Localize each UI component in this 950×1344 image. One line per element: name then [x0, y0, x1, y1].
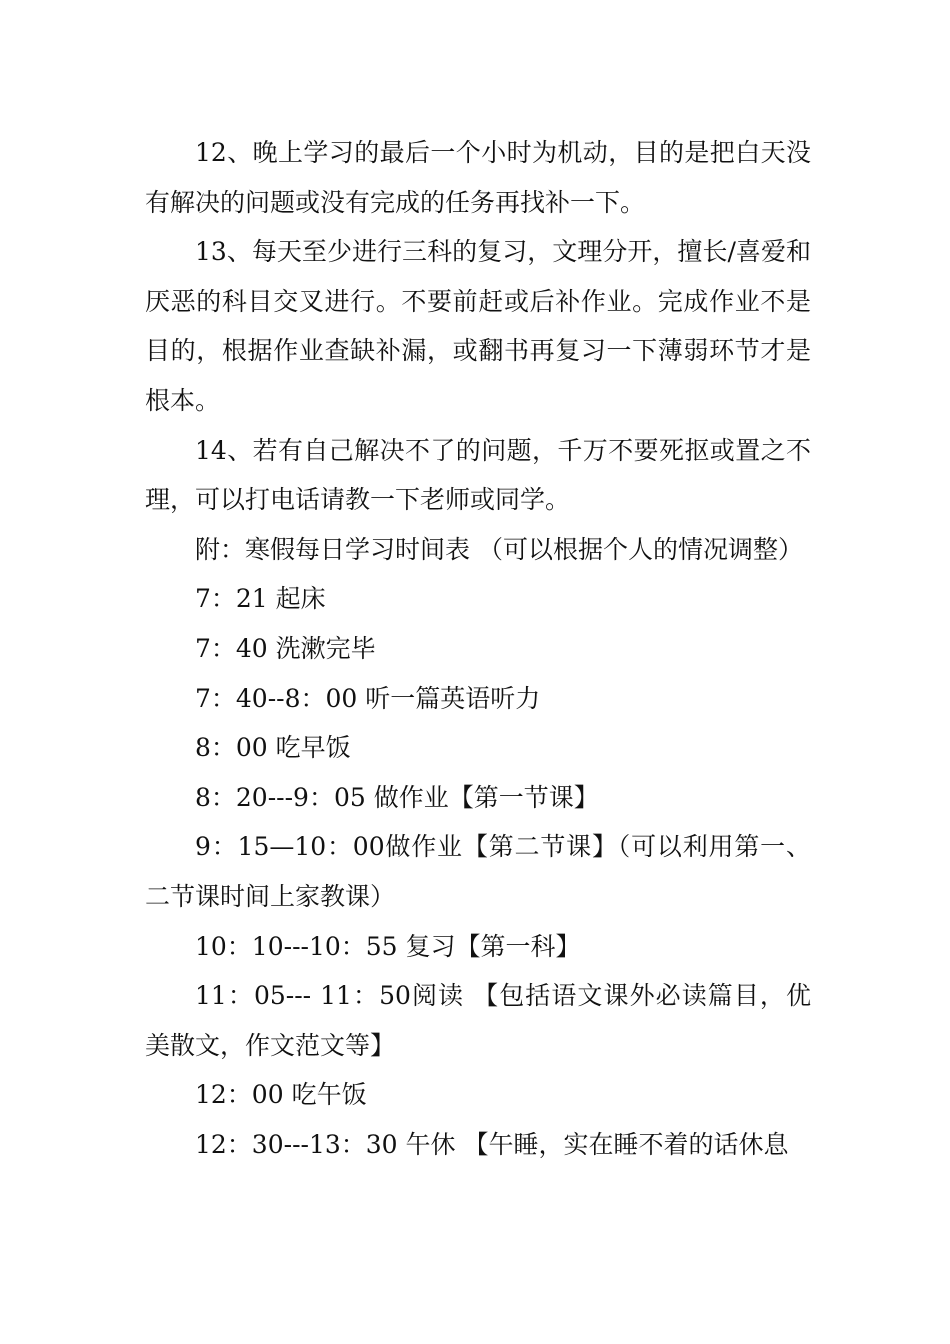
paragraph-item-14: 14、若有自己解决不了的问题，千万不要死抠或置之不理，可以打电话请教一下老师或同学。 [145, 435, 811, 515]
schedule-entry: 7：40--8：00 听一篇英语听力 [195, 683, 541, 713]
paragraph-item-13: 13、每天至少进行三科的复习，文理分开，擅长/喜爱和厌恶的科目交叉进行。不要前赶或后补作业。完成作业不是目的，根据作业查缺补漏，或翻书再复习一下薄弱环节才是根本。 [145, 237, 811, 415]
paragraph-item-12: 12、晚上学习的最后一个小时为机动，目的是把白天没有解决的问题或没有完成的任务再找补一下。 [145, 138, 811, 217]
schedule-entry: 8：00 吃早饭 [195, 733, 351, 763]
schedule-entry: 12：30---13：30 午休 【午睡，实在睡不着的话休息 [195, 1129, 789, 1159]
schedule-entry: 9：15—10：00做作业【第二节课】（可以利用第一、二节课时间上家教课） [145, 832, 811, 911]
schedule-entry: 8：20---9：05 做作业【第一节课】 [195, 782, 599, 812]
document-body [145, 128, 811, 1169]
schedule-entry: 11：05--- 11：50阅读 【包括语文课外必读篇目，优美散文，作文范文等】 [145, 981, 811, 1060]
schedule-entry: 12：00 吃午饭 [195, 1080, 367, 1110]
schedule-entry: 10：10---10：55 复习【第一科】 [195, 931, 581, 961]
schedule-entry: 7：21 起床 [195, 584, 326, 614]
schedule-entry: 7：40 洗漱完毕 [195, 633, 376, 663]
schedule-title: 附：寒假每日学习时间表 （可以根据个人的情况调整） [195, 534, 803, 564]
